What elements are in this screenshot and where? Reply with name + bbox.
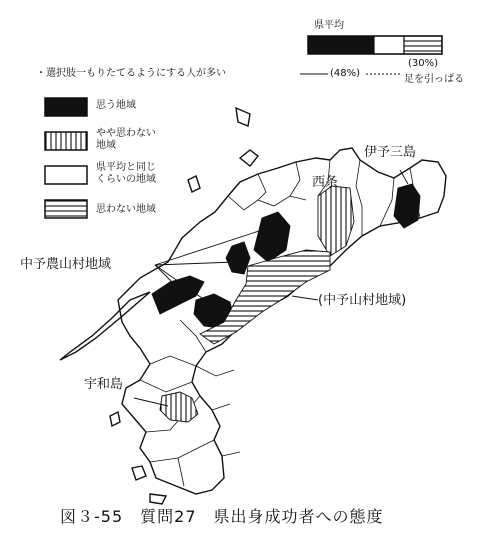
place-iyo-mishima: 伊予三島 bbox=[364, 145, 417, 160]
legend-label-not: 思わない地域 bbox=[96, 204, 156, 215]
legend-label-average: 県平均と同じ くらいの地域 bbox=[96, 162, 156, 185]
region-black-1 bbox=[254, 212, 290, 262]
legend-label-somewhat-not: やや思わない 地域 bbox=[96, 128, 156, 151]
place-chuyo-sanson: (中予山村地域) bbox=[318, 293, 407, 308]
place-chuyo-noson: 中予農山村地域 bbox=[20, 257, 112, 272]
place-uwajima: 宇和島 bbox=[84, 377, 124, 392]
average-title: 県平均 bbox=[314, 20, 344, 31]
right-percent: (30%) bbox=[408, 58, 439, 69]
legend-swatches bbox=[45, 98, 87, 218]
left-note: ・選択肢一もりたてるようにする人が多い bbox=[36, 68, 226, 79]
right-note: 足を引っぱる bbox=[404, 74, 464, 85]
municipal-borders bbox=[140, 160, 420, 486]
place-saijo: 西条 bbox=[312, 175, 339, 190]
left-percent: (48%) bbox=[330, 68, 361, 79]
region-saijo bbox=[318, 186, 354, 256]
region-uwajima bbox=[160, 392, 198, 422]
region-black-2 bbox=[226, 242, 250, 274]
figure-caption: 図３-55 質問27 県出身成功者への態度 bbox=[60, 507, 384, 526]
region-iyo-mishima bbox=[394, 184, 420, 228]
legend-label-think: 思う地域 bbox=[96, 100, 136, 111]
